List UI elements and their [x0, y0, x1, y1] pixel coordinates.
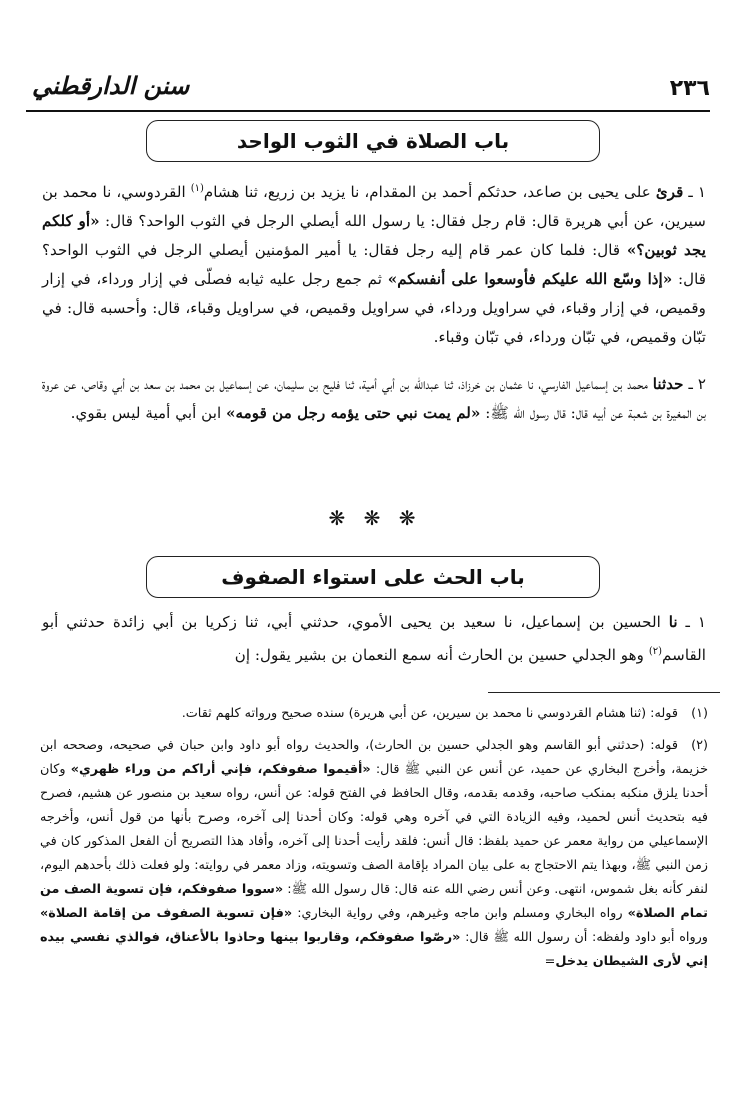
- section-separator: ❋ ❋ ❋: [328, 506, 422, 530]
- footnote: [40, 702, 708, 726]
- hadith-quote: «أقيموا صفوفكم، فإني أراكم من وراء ظهري»: [70, 762, 371, 777]
- chapter-title-box: [146, 556, 600, 598]
- page-number: ٢٣٦: [669, 76, 710, 101]
- hadith-number: ٢ ـ: [688, 375, 707, 393]
- footnote-number: (٢): [691, 738, 708, 753]
- footnote-rule: [488, 692, 720, 693]
- footnote: [40, 734, 708, 974]
- chapter-title: باب الصلاة في الثوب الواحد: [236, 129, 510, 153]
- footnote-text: قوله: (حدثني أبو القاسم وهو الجدلي حسين بن الحارث)، والحديث رواه أبو داود وابن حبان في صحيحه، وصححه ابن خزيمة، وأخرج البخاري عن حميد، عن أنس عن النبي ﷺ قال:: [40, 738, 708, 777]
- prophetic-quote: «لم يمت نبي حتى يؤمه رجل من قومه»: [226, 404, 481, 422]
- hadith-text: القردوسي، نا محمد بن سيرين، عن أبي هريرة قال: قام رجل فقال: يا رسول الله أيصلي الرجل في الثوب الواحد؟ قال:: [42, 183, 706, 231]
- hadith-lead: نا: [668, 613, 678, 631]
- hadith-text: الحسين بن إسماعيل، نا سعيد بن يحيى الأموي، حدثني أبي، ثنا زكريا بن أبي زائدة حدثني أبو القاسم: [42, 613, 706, 665]
- hadith-paragraph: [42, 370, 706, 428]
- hadith-number: ١ ـ: [685, 613, 707, 631]
- hadith-paragraph: [42, 608, 706, 670]
- chapter-title: باب الحث على استواء الصفوف: [221, 565, 525, 589]
- running-header: [30, 72, 710, 112]
- hadith-text: ابن أبي أمية ليس بقوي.: [70, 404, 227, 422]
- hadith-number: ١ ـ: [688, 183, 707, 202]
- footnote-text: رواه البخاري ومسلم وابن ماجه وغيرهم، وفي رواية البخاري:: [292, 906, 628, 921]
- quote: «إذا وسّع الله عليكم فأوسعوا على أنفسكم»: [387, 270, 673, 289]
- prophetic-quote: «أو كلكم يجد ثوبين؟»: [42, 212, 706, 260]
- header-rule: [26, 110, 710, 112]
- hadith-text: محمد بن إسماعيل الفارسي، نا عثمان بن خرزاذ، ثنا عبدالله بن أبي أمية، ثنا فليح بن سليمان، عن إسماعيل بن محمد بن سعد بن أبي وقاص، عن عروة بن المغيرة بن شعبة عن أبيه قال: قال رسول الله ﷺ:: [42, 375, 706, 422]
- chapter-title-box: [146, 120, 600, 162]
- hadith-quote: «فإن تسوية الصفوف من إقامة الصلاة»: [40, 906, 293, 921]
- hadith-lead: حدثنا: [652, 375, 684, 393]
- hadith-text: قال: فلما كان عمر قام إليه رجل فقال: يا أمير المؤمنين أيصلي الرجل في الثوب الواحد؟ قال:: [42, 241, 706, 289]
- continuation-mark: =: [544, 954, 556, 969]
- footnote-number: (١): [691, 706, 708, 721]
- footnote-ref[interactable]: (١): [190, 183, 204, 194]
- hadith-quote: «سووا صفوفكم، فإن تسوية الصف من تمام الصلاة»: [40, 882, 708, 921]
- footnote-text: قوله: (ثنا هشام القردوسي نا محمد بن سيرين، عن أبي هريرة) سنده صحيح ورواته كلهم ثقات.: [181, 706, 678, 721]
- hadith-text: ثم جمع رجل عليه ثيابه فصلّى في إزار ورداء، في إزار وقميص، في إزار وقباء، في سراويل ورداء، في سراويل وقميص، في سراويل وقباء، قال: وأحسبه قال: في تبّان وقميص، في تبّان ورداء، في تبّان وقباء.: [42, 270, 706, 347]
- hadith-paragraph: [42, 174, 706, 352]
- hadith-text: وهو الجدلي حسين بن الحارث أنه سمع النعمان بن بشير يقول: إن: [234, 646, 649, 665]
- footnote-text: ورواه أبو داود ولفظه: أن رسول الله ﷺ قال:: [460, 930, 708, 945]
- hadith-text: على يحيى بن صاعد، حدثكم أحمد بن المقدام، نا يزيد بن زريع، ثنا هشام: [203, 183, 656, 202]
- hadith-quote: «رصّوا صفوفكم، وقاربوا بينها وحاذوا بالأعناق، فوالذي نفسي بيده إني لأرى الشيطان يدخل: [40, 930, 708, 969]
- hadith-lead: قرئ: [655, 183, 684, 202]
- book-title: سنن الدارقطني: [32, 72, 190, 100]
- footnote-ref[interactable]: (٢): [648, 646, 662, 657]
- footnote-text: وكان أحدنا يلزق منكبه بمنكب صاحبه، وقدمه بقدمه، وقال الحافظ في الفتح قوله: عن أنس، رواه سعيد بن منصور عن هشيم، فصرح فيه بتحديث أنس لحميد، وفيه الزيادة التي في آخره وهي قوله: وكان أحدنا إلى آخره، وصرح بأنها من قول أنس، وأخرجه الإسماعيلي من رواية معمر عن حميد بلفظ: قال أنس: فلقد رأيت أحدنا إلى آخره، وأفاد هذا التصريح أن الفعل المذكور كان في زمن النبي ﷺ، وبهذا يتم الاحتجاج به على بيان المراد بإقامة الصف وتسويته، وزاد معمر في روايته: ولو فعلت ذلك بأحدهم اليوم، لنفر كأنه بغل شموس، انتهى. وعن أنس رضي الله عنه قال: قال رسول الله ﷺ:: [40, 762, 708, 897]
